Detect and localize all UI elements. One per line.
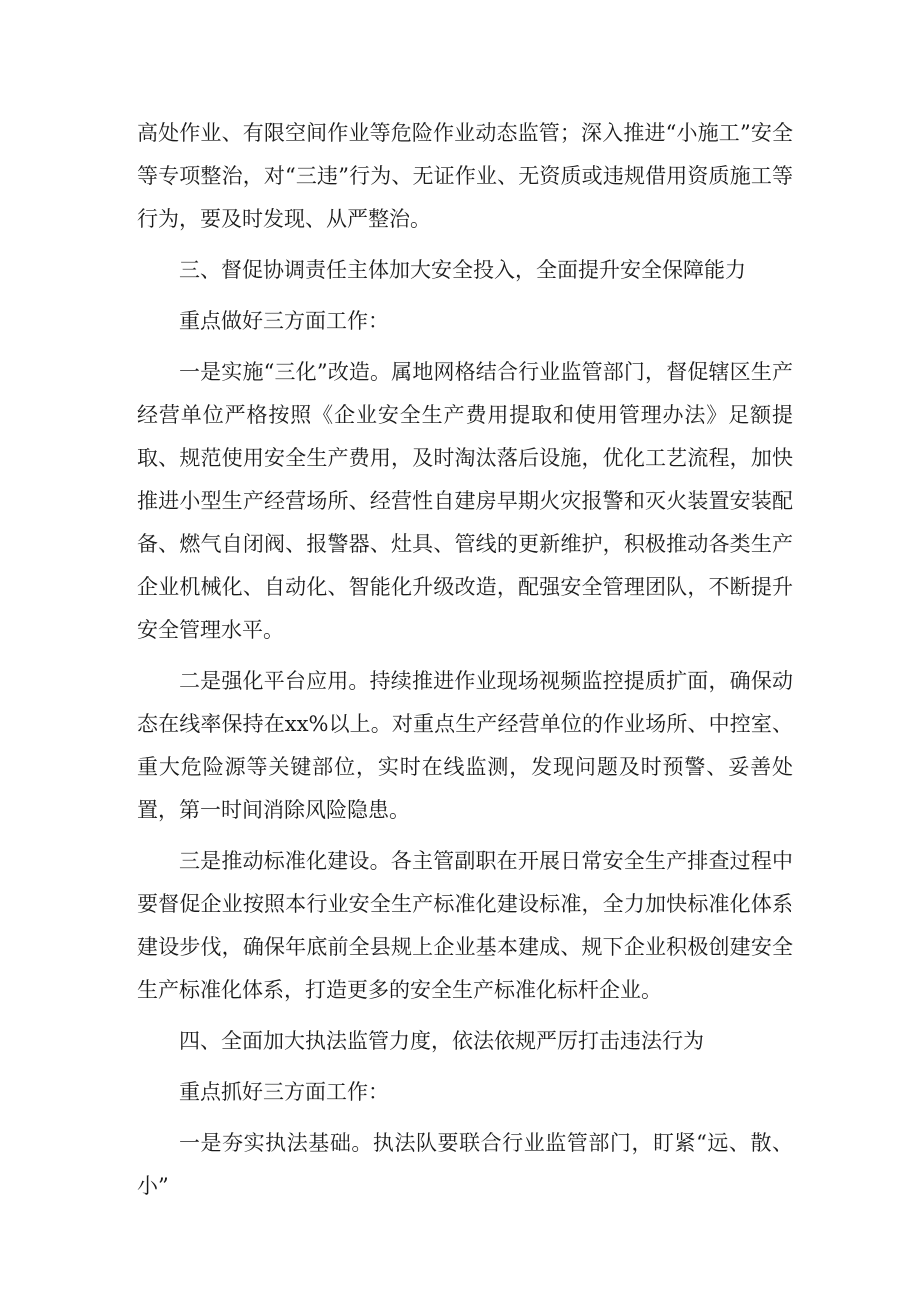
paragraph-hazardous-work-supervision: 高处作业、有限空间作业等危险作业动态监管；深入推进“小施工”安全等专项整治，对“三违”行为、无证作业、无资质或违规借用资质施工等行为，要及时发现、从严整治。 (137, 121, 793, 231)
paragraph-three-transformations: 一是实施“三化”改造。属地网格结合行业监管部门，督促辖区生产经营单位严格按照《企业安全生产费用提取和使用管理办法》足额提取、规范使用安全生产费用，及时淘汰落后设施，优化工艺流程，加快推进小型生产经营场所、经营性自建房早期火灾报警和灭火装置安装配备、燃气自闭阀、报警器、灶具、管线的更新维护，积极推动各类生产企业机械化、自动化、智能化升级改造，配强安全管理团队，不断提升安全管理水平。 (137, 360, 793, 642)
section-heading-safety-investment: 三、督促协调责任主体加大安全投入，全面提升安全保障能力 (179, 258, 746, 282)
paragraph-enforcement-foundation: 一是夯实执法基础。执法队要联合行业监管部门，盯紧“远、散、小” (137, 1131, 793, 1198)
paragraph-standardization: 三是推动标准化建设。各主管副职在开展日常安全生产排查过程中要督促企业按照本行业安全生产标准化建设标准，全力加快标准化体系建设步伐，确保年底前全县规上企业基本建成、规下企业积极创建安全生产标准化体系，打造更多的安全生产标准化标杆企业。 (137, 849, 793, 1002)
section-heading-law-enforcement: 四、全面加大执法监管力度，依法依规严厉打击违法行为 (179, 1029, 704, 1053)
paragraph-platform-application: 二是强化平台应用。持续推进作业现场视频监控提质扩面，确保动态在线率保持在xx%以上。对重点生产经营单位的作业场所、中控室、重大危险源等关键部位，实时在线监测，发现问题及时预警、妥善处置，第一时间消除风险隐患。 (137, 669, 793, 822)
document-body (137, 112, 793, 1208)
paragraph-three-tasks-intro: 重点做好三方面工作： (179, 309, 389, 333)
paragraph-enforcement-tasks-intro: 重点抓好三方面工作： (179, 1080, 389, 1104)
